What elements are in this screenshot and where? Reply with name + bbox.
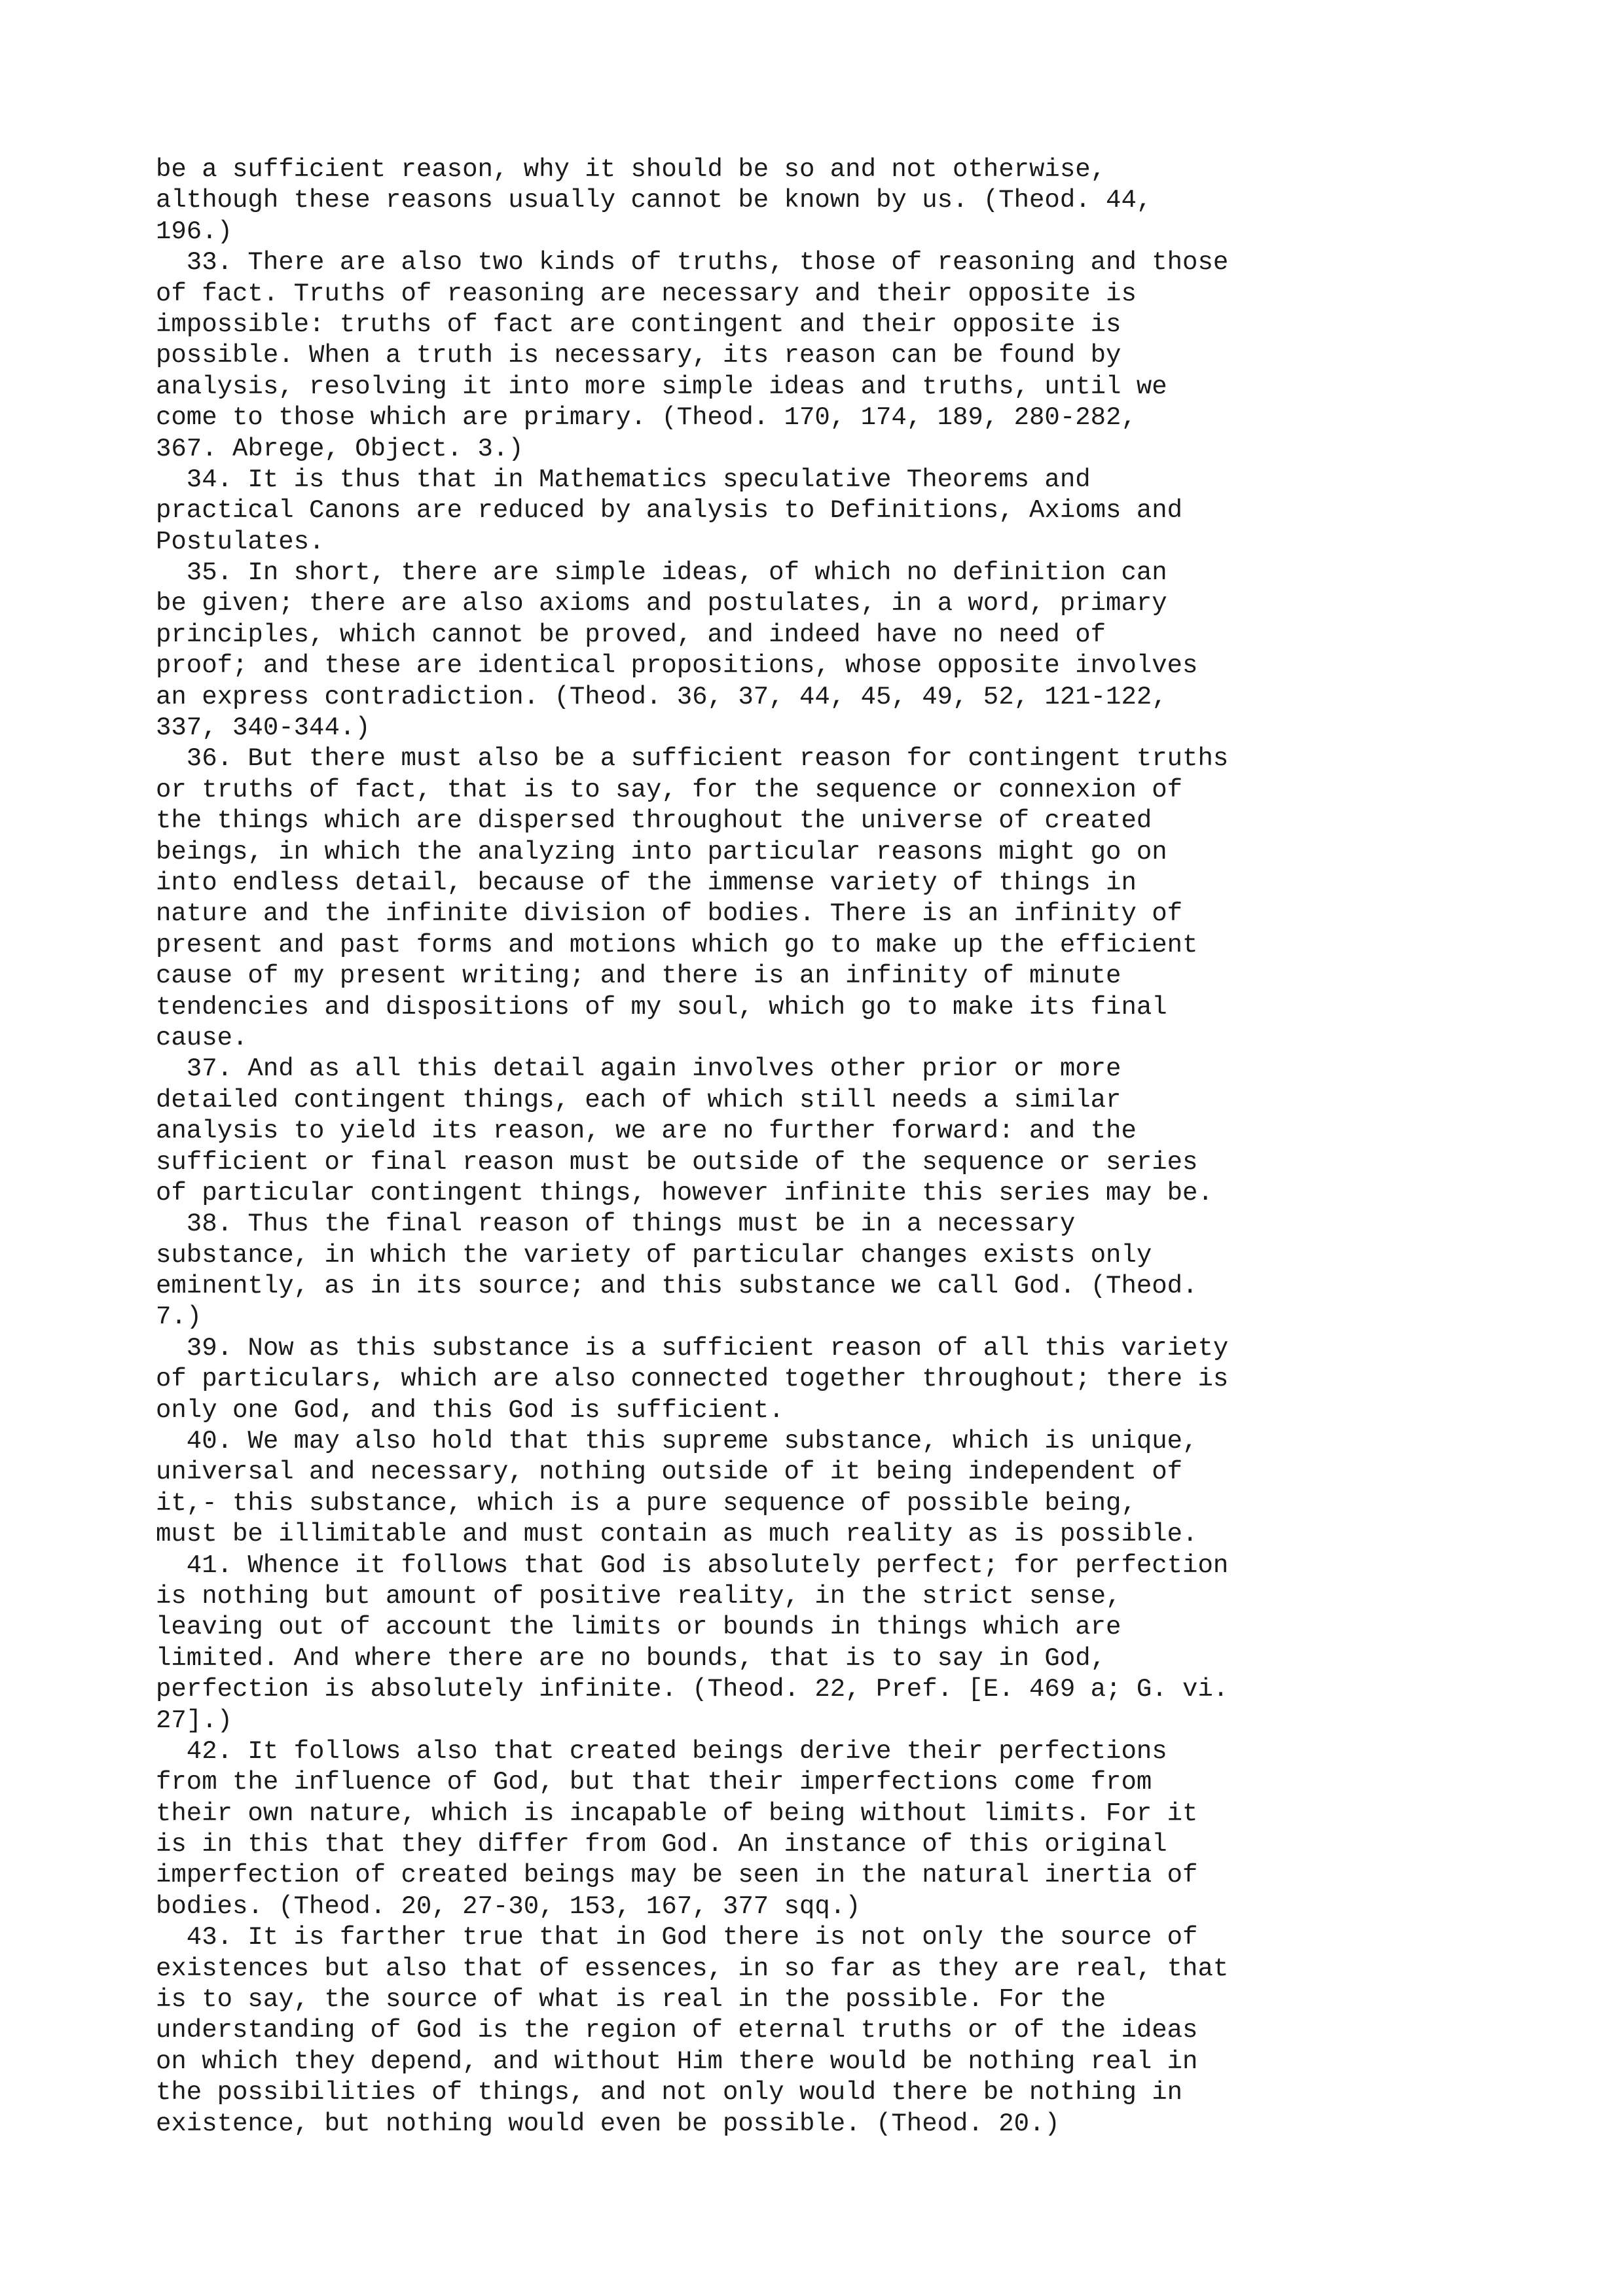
text-line: their own nature, which is incapable of being without limits. For it bbox=[156, 1799, 1198, 1828]
text-line: come to those which are primary. (Theod. 170, 174, 189, 280-282, bbox=[156, 403, 1137, 433]
text-line: perfection is absolutely infinite. (Theod. 22, Pref. [E. 469 a; G. vi. bbox=[156, 1675, 1229, 1704]
text-line: 34. It is thus that in Mathematics speculative Theorems and bbox=[156, 465, 1091, 494]
text-line: of fact. Truths of reasoning are necessary and their opposite is bbox=[156, 279, 1137, 308]
text-line: into endless detail, because of the immense variety of things in bbox=[156, 868, 1137, 897]
text-line: eminently, as in its source; and this substance we call God. (Theod. bbox=[156, 1272, 1198, 1301]
text-line: on which they depend, and without Him there would be nothing real in bbox=[156, 2047, 1198, 2076]
text-line: the things which are dispersed throughout the universe of created bbox=[156, 806, 1152, 836]
text-line: cause of my present writing; and there is an infinity of minute bbox=[156, 961, 1122, 991]
text-line: 38. Thus the final reason of things must be in a necessary bbox=[156, 1210, 1076, 1239]
text-line: 196.) bbox=[156, 217, 233, 246]
text-line: sufficient or final reason must be outside of the sequence or series bbox=[156, 1147, 1198, 1177]
text-line: 367. Abrege, Object. 3.) bbox=[156, 434, 524, 463]
text-line: it,- this substance, which is a pure sequence of possible being, bbox=[156, 1488, 1137, 1518]
text-line: proof; and these are identical propositions, whose opposite involves bbox=[156, 651, 1198, 681]
text-line: although these reasons usually cannot be known by us. (Theod. 44, bbox=[156, 186, 1152, 215]
text-line: Postulates. bbox=[156, 527, 325, 556]
text-line: 42. It follows also that created beings derive their perfections bbox=[156, 1736, 1167, 1766]
text-line: 337, 340-344.) bbox=[156, 713, 371, 743]
text-line: possible. When a truth is necessary, its reason can be found by bbox=[156, 341, 1122, 370]
text-line: detailed contingent things, each of which still needs a similar bbox=[156, 1085, 1122, 1115]
text-line: be a sufficient reason, why it should be so and not otherwise, bbox=[156, 155, 1106, 184]
text-line: of particulars, which are also connected together throughout; there is bbox=[156, 1365, 1229, 1394]
text-line: universal and necessary, nothing outside of it being independent of bbox=[156, 1458, 1183, 1487]
text-line: substance, in which the variety of particular changes exists only bbox=[156, 1240, 1152, 1270]
text-line: limited. And where there are no bounds, that is to say in God, bbox=[156, 1643, 1106, 1673]
text-line: of particular contingent things, however infinite this series may be. bbox=[156, 1178, 1213, 1208]
text-line: analysis, resolving it into more simple ideas and truths, until we bbox=[156, 372, 1167, 401]
text-line: 33. There are also two kinds of truths, those of reasoning and those bbox=[156, 248, 1229, 278]
text-line: bodies. (Theod. 20, 27-30, 153, 167, 377 sqq.) bbox=[156, 1892, 861, 1921]
text-line: practical Canons are reduced by analysis to Definitions, Axioms and bbox=[156, 496, 1183, 526]
text-line: from the influence of God, but that their imperfections come from bbox=[156, 1768, 1152, 1797]
text-line: principles, which cannot be proved, and indeed have no need of bbox=[156, 620, 1106, 649]
text-line: 7.) bbox=[156, 1302, 202, 1332]
text-line: is nothing but amount of positive reality, in the strict sense, bbox=[156, 1581, 1122, 1611]
text-line: 27].) bbox=[156, 1706, 233, 1735]
text-line: understanding of God is the region of eternal truths or of the ideas bbox=[156, 2016, 1198, 2045]
text-line: present and past forms and motions which go to make up the efficient bbox=[156, 930, 1198, 960]
text-line: the possibilities of things, and not only would there be nothing in bbox=[156, 2078, 1183, 2108]
text-line: cause. bbox=[156, 1023, 248, 1052]
text-line: is to say, the source of what is real in the possible. For the bbox=[156, 1985, 1106, 2015]
text-line: must be illimitable and must contain as much reality as is possible. bbox=[156, 1520, 1198, 1549]
text-line: 40. We may also hold that this supreme substance, which is unique, bbox=[156, 1427, 1198, 1456]
text-line: impossible: truths of fact are contingent and their opposite is bbox=[156, 310, 1122, 339]
text-line: existences but also that of essences, in so far as they are real, that bbox=[156, 1954, 1229, 1983]
text-line: imperfection of created beings may be seen in the natural inertia of bbox=[156, 1861, 1198, 1890]
text-line: 35. In short, there are simple ideas, of which no definition can bbox=[156, 558, 1167, 588]
text-line: or truths of fact, that is to say, for the sequence or connexion of bbox=[156, 775, 1183, 804]
text-line: is in this that they differ from God. An instance of this original bbox=[156, 1830, 1167, 1859]
text-line: 37. And as all this detail again involves other prior or more bbox=[156, 1054, 1122, 1084]
text-line: an express contradiction. (Theod. 36, 37, 44, 45, 49, 52, 121-122, bbox=[156, 682, 1167, 711]
text-line: analysis to yield its reason, we are no further forward: and the bbox=[156, 1117, 1137, 1146]
text-line: leaving out of account the limits or bounds in things which are bbox=[156, 1613, 1122, 1642]
text-line: nature and the infinite division of bodies. There is an infinity of bbox=[156, 899, 1183, 929]
text-line: 39. Now as this substance is a sufficient reason of all this variety bbox=[156, 1333, 1229, 1363]
text-line: 36. But there must also be a sufficient reason for contingent truths bbox=[156, 744, 1229, 774]
text-line: tendencies and dispositions of my soul, which go to make its final bbox=[156, 992, 1167, 1022]
text-line: existence, but nothing would even be possible. (Theod. 20.) bbox=[156, 2109, 1060, 2138]
document-page bbox=[156, 154, 1531, 2140]
text-line: beings, in which the analyzing into particular reasons might go on bbox=[156, 837, 1167, 867]
text-line: 41. Whence it follows that God is absolutely perfect; for perfection bbox=[156, 1551, 1229, 1580]
text-line: 43. It is farther true that in God there is not only the source of bbox=[156, 1923, 1198, 1952]
text-line: be given; there are also axioms and postulates, in a word, primary bbox=[156, 589, 1167, 619]
text-line: only one God, and this God is sufficient. bbox=[156, 1395, 784, 1425]
